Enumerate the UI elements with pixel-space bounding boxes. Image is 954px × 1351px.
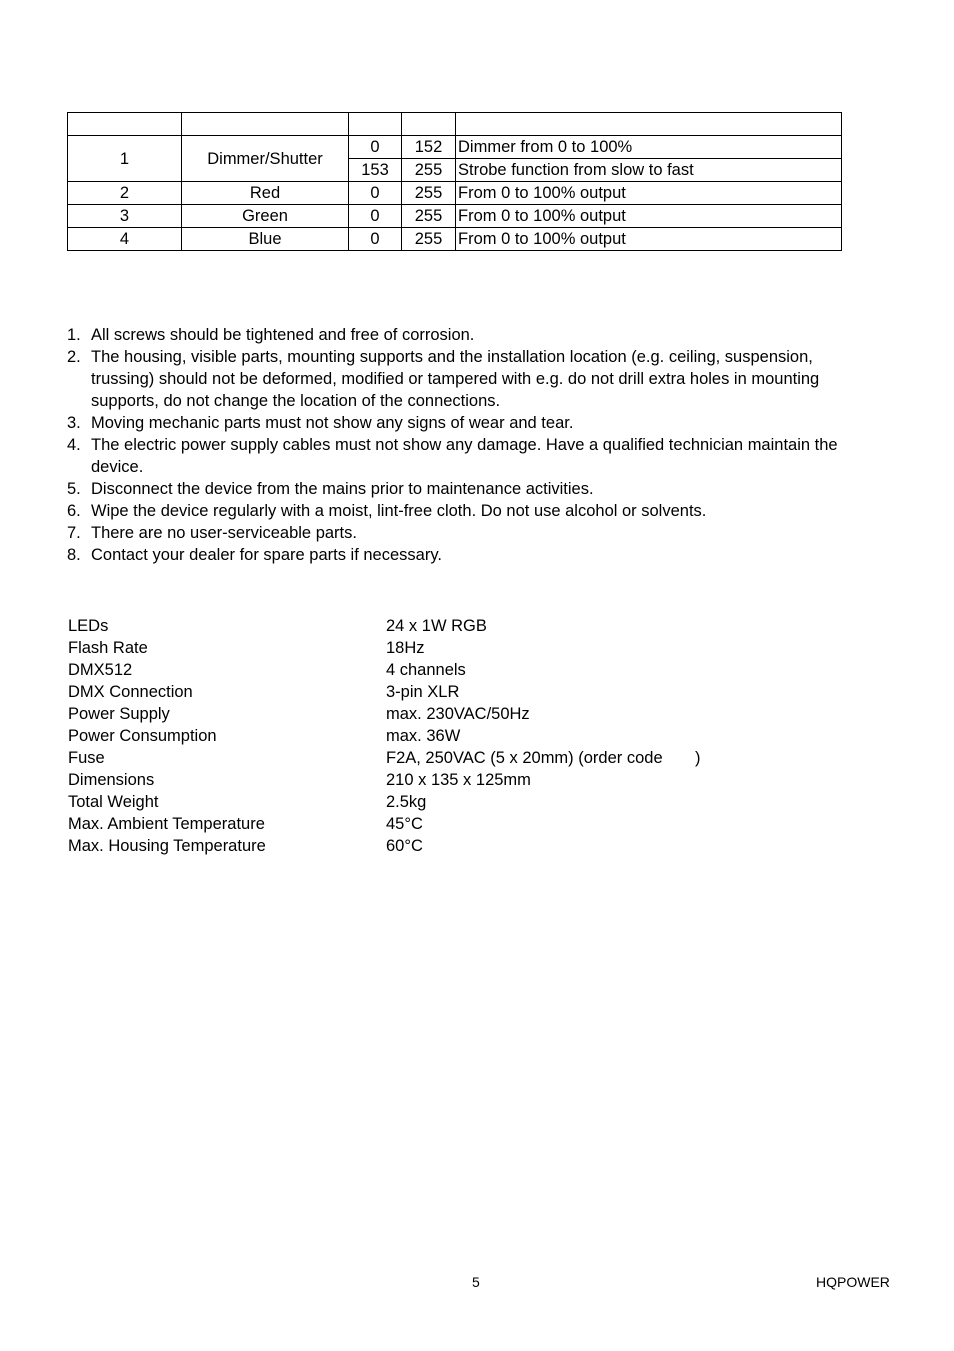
description-cell: Strobe function from slow to fast: [456, 159, 842, 182]
list-text: Moving mechanic parts must not show any signs of wear and tear.: [91, 414, 574, 432]
function-cell: Dimmer/Shutter: [182, 136, 349, 182]
spec-row: [68, 725, 768, 747]
table-row: [68, 228, 842, 251]
channel-cell: 4: [68, 228, 182, 251]
list-number: 3.: [67, 414, 81, 432]
channel-cell: 1: [68, 136, 182, 182]
spec-label: Max. Ambient Temperature: [68, 815, 265, 833]
specifications-list: [68, 615, 768, 857]
header-cell: [456, 113, 842, 136]
list-text: Wipe the device regularly with a moist, lint-free cloth. Do not use alcohol or solvents.: [91, 502, 707, 520]
spec-label: Fuse: [68, 749, 105, 767]
function-cell: Red: [182, 182, 349, 205]
brand-name: HQPOWER: [816, 1274, 890, 1290]
description-cell: From 0 to 100% output: [456, 205, 842, 228]
range-from-cell: 153: [349, 159, 402, 182]
spec-row: [68, 703, 768, 725]
spec-row: [68, 659, 768, 681]
list-number: 2.: [67, 348, 81, 366]
spec-value: 4 channels: [386, 661, 466, 679]
list-text: Disconnect the device from the mains prior to maintenance activities.: [91, 480, 594, 498]
dmx-channel-table: [67, 112, 842, 251]
spec-value: max. 36W: [386, 727, 461, 745]
list-number: 7.: [67, 524, 81, 542]
function-cell: Green: [182, 205, 349, 228]
header-cell: [68, 113, 182, 136]
spec-label: DMX512: [68, 661, 133, 679]
spec-row: [68, 813, 768, 835]
description-cell: Dimmer from 0 to 100%: [456, 136, 842, 159]
range-from-cell: 0: [349, 136, 402, 159]
range-to-cell: 152: [402, 136, 456, 159]
list-item: [67, 412, 867, 434]
list-text: The electric power supply cables must not show any damage. Have a qualified technician maintain the device.: [91, 436, 838, 476]
list-text: All screws should be tightened and free of corrosion.: [91, 326, 475, 344]
spec-row: [68, 615, 768, 637]
spec-value: 3-pin XLR: [386, 683, 460, 701]
range-to-cell: 255: [402, 228, 456, 251]
spec-row: [68, 791, 768, 813]
channel-cell: 3: [68, 205, 182, 228]
page-number: 5: [472, 1274, 480, 1290]
list-item: [67, 500, 867, 522]
description-cell: From 0 to 100% output: [456, 228, 842, 251]
spec-value: max. 230VAC/50Hz: [386, 705, 530, 723]
spec-row: [68, 769, 768, 791]
list-item: [67, 324, 867, 346]
list-text: Contact your dealer for spare parts if necessary.: [91, 546, 442, 564]
spec-value: F2A, 250VAC (5 x 20mm) (order code: [386, 749, 663, 767]
spec-label: Flash Rate: [68, 639, 148, 657]
spec-value: 24 x 1W RGB: [386, 617, 487, 635]
list-item: [67, 434, 867, 478]
range-to-cell: 255: [402, 182, 456, 205]
function-cell: Blue: [182, 228, 349, 251]
table-row: [68, 182, 842, 205]
spec-label: DMX Connection: [68, 683, 193, 701]
list-item: [67, 478, 867, 500]
spec-label: LEDs: [68, 617, 109, 635]
spec-label: Power Consumption: [68, 727, 217, 745]
header-cell: [182, 113, 349, 136]
table-header-row: [68, 113, 842, 136]
range-from-cell: 0: [349, 228, 402, 251]
spec-label: Max. Housing Temperature: [68, 837, 266, 855]
spec-row: [68, 835, 768, 857]
list-number: 1.: [67, 326, 81, 344]
list-number: 8.: [67, 546, 81, 564]
spec-label: Dimensions: [68, 771, 155, 789]
list-item: [67, 346, 867, 412]
header-cell: [349, 113, 402, 136]
table-row: [68, 136, 842, 159]
spec-row: [68, 747, 768, 769]
list-item: [67, 544, 867, 566]
list-text: There are no user-serviceable parts.: [91, 524, 357, 542]
list-text: The housing, visible parts, mounting supports and the installation location (e.g. ceiling, suspension, trussing) should not be deformed, modified or tampered with e.g. do not drill extra holes in mounting supports, do not change the location of the connections.: [91, 348, 820, 410]
table-row: [68, 205, 842, 228]
range-from-cell: 0: [349, 182, 402, 205]
spec-value: 210 x 135 x 125mm: [386, 771, 531, 789]
description-cell: From 0 to 100% output: [456, 182, 842, 205]
list-number: 4.: [67, 436, 81, 454]
spec-row: [68, 637, 768, 659]
range-to-cell: 255: [402, 159, 456, 182]
spec-row: [68, 681, 768, 703]
list-number: 5.: [67, 480, 81, 498]
header-cell: [402, 113, 456, 136]
spec-value: 60°C: [386, 837, 423, 855]
channel-cell: 2: [68, 182, 182, 205]
spec-value: 2.5kg: [386, 793, 427, 811]
spec-value: 18Hz: [386, 639, 425, 657]
list-item: [67, 522, 867, 544]
spec-label: Total Weight: [68, 793, 159, 811]
range-from-cell: 0: [349, 205, 402, 228]
range-to-cell: 255: [402, 205, 456, 228]
list-number: 6.: [67, 502, 81, 520]
spec-suffix: ): [695, 749, 701, 767]
maintenance-list: [67, 324, 867, 566]
spec-label: Power Supply: [68, 705, 170, 723]
spec-value: 45°C: [386, 815, 423, 833]
